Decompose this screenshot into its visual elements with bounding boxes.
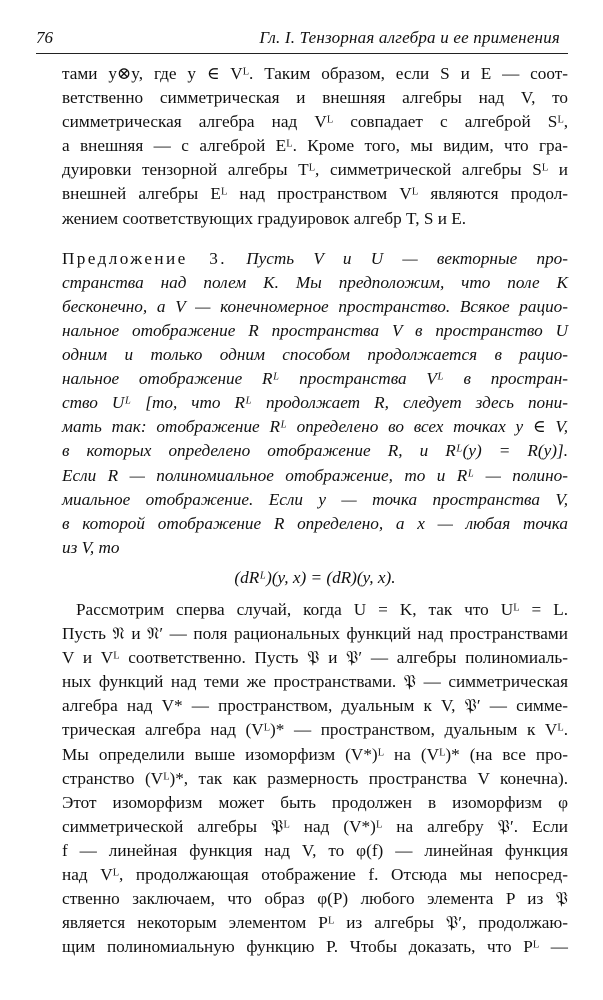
page-number: 76 <box>36 28 53 47</box>
text-line: алгебра над V* — пространством, дуальным к V, 𝔓′ — симме- <box>62 696 568 716</box>
paragraph-1 <box>62 62 568 231</box>
page-body <box>62 62 568 959</box>
text-line: трическая алгебра над (Vᴸ)* — пространством, дуальным к Vᴸ. <box>62 720 568 740</box>
text-line: Если R — полиномиальное отображение, то и Rᴸ — полино- <box>62 465 568 485</box>
text-line: тами y⊗y, где y ∈ Vᴸ. Таким образом, если S и E — соот- <box>62 64 568 83</box>
text-line: симметрической алгебры 𝔓ᴸ над (V*)ᴸ на алгебру 𝔓′. Если <box>62 816 568 836</box>
text-line: Этот изоморфизм может быть продолжен в изоморфизм φ <box>62 792 568 812</box>
text-line: ство Uᴸ [то, что Rᴸ продолжает R, следует здесь пони- <box>62 393 568 413</box>
proposition-text: Пусть V и U — векторные про- <box>246 248 568 268</box>
text-line: дуировки тензорной алгебры Tᴸ, симметрической алгебры Sᴸ и <box>62 160 568 180</box>
text-line: странство (Vᴸ)*, так как размерность пространства V конечна). <box>62 768 568 788</box>
text-line: симметрическая алгебра над Vᴸ совпадает с алгеброй Sᴸ, <box>62 112 568 132</box>
running-head: Гл. I. Тензорная алгебра и ее применения <box>259 28 560 47</box>
text-line: а внешняя — с алгеброй Eᴸ. Кроме того, мы видим, что гра- <box>62 136 568 156</box>
text-line: ветственно симметрическая и внешняя алгебры над V, то <box>62 88 568 108</box>
text-line: Пусть 𝔑 и 𝔑′ — поля рациональных функций над пространствами <box>62 624 568 644</box>
page-header <box>36 28 574 52</box>
text-line: одним и только одним способом продолжается в рацио- <box>62 345 568 365</box>
text-line: Рассмотрим сперва случай, когда U = K, так что Uᴸ = L. <box>76 599 568 619</box>
text-line: миальное отображение. Если y — точка пространства V, <box>62 489 568 509</box>
text-line: внешней алгебры Eᴸ над пространством Vᴸ являются продол- <box>62 184 568 204</box>
text-line: над Vᴸ, продолжающая отображение f. Отсюда мы непосред- <box>62 865 568 884</box>
proposition-label: Предложение 3. <box>62 248 227 268</box>
text-line: ных функций над теми же пространствами. 𝔓 — симметрическая <box>62 672 568 692</box>
text-line: мать так: отображение Rᴸ определено во всех точках y ∈ V, <box>62 417 568 437</box>
text-line: в которых определено отображение R, и Rᴸ(y) = R(y)]. <box>62 441 568 461</box>
text-line: бесконечно, а V — конечномерное пространство. Всякое рацио- <box>62 296 568 316</box>
paragraph-gap <box>62 231 568 247</box>
text-line: странства над полем K. Мы предположим, что поле K <box>62 272 568 292</box>
text-line: в которой отображение R определено, а x — любая точка <box>62 513 568 533</box>
text-line <box>62 247 568 271</box>
text-line: Мы определили выше изоморфизм (V*)ᴸ на (Vᴸ)* (на все про- <box>62 744 568 764</box>
display-formula: (dRᴸ)(y, x) = (dR)(y, x). <box>234 567 396 587</box>
text-line: нальное отображение R пространства V в пространство U <box>62 320 568 340</box>
proposition <box>62 247 568 560</box>
text-line: V и Vᴸ соответственно. Пусть 𝔓 и 𝔓′ — алгебры полиномиаль- <box>62 648 568 668</box>
text-line: ственно заключаем, что образ φ(P) любого элемента P из 𝔓 <box>62 889 568 909</box>
text-line: из V, то <box>62 537 120 557</box>
paragraph-2 <box>62 598 568 959</box>
header-rule <box>36 53 568 54</box>
text-line: жением соответствующих градуировок алгебр T, S и E. <box>62 208 467 228</box>
text-line: щим полиномиальную функцию P. Чтобы доказать, что Pᴸ — <box>62 937 568 957</box>
text-line: является некоторым элементом Pᴸ из алгебры 𝔓′, продолжаю- <box>62 913 568 933</box>
text-line: f — линейная функция над V, то φ(f) — линейная функция <box>62 840 568 860</box>
text-line: нальное отображение Rᴸ пространства Vᴸ в простран- <box>62 369 568 389</box>
